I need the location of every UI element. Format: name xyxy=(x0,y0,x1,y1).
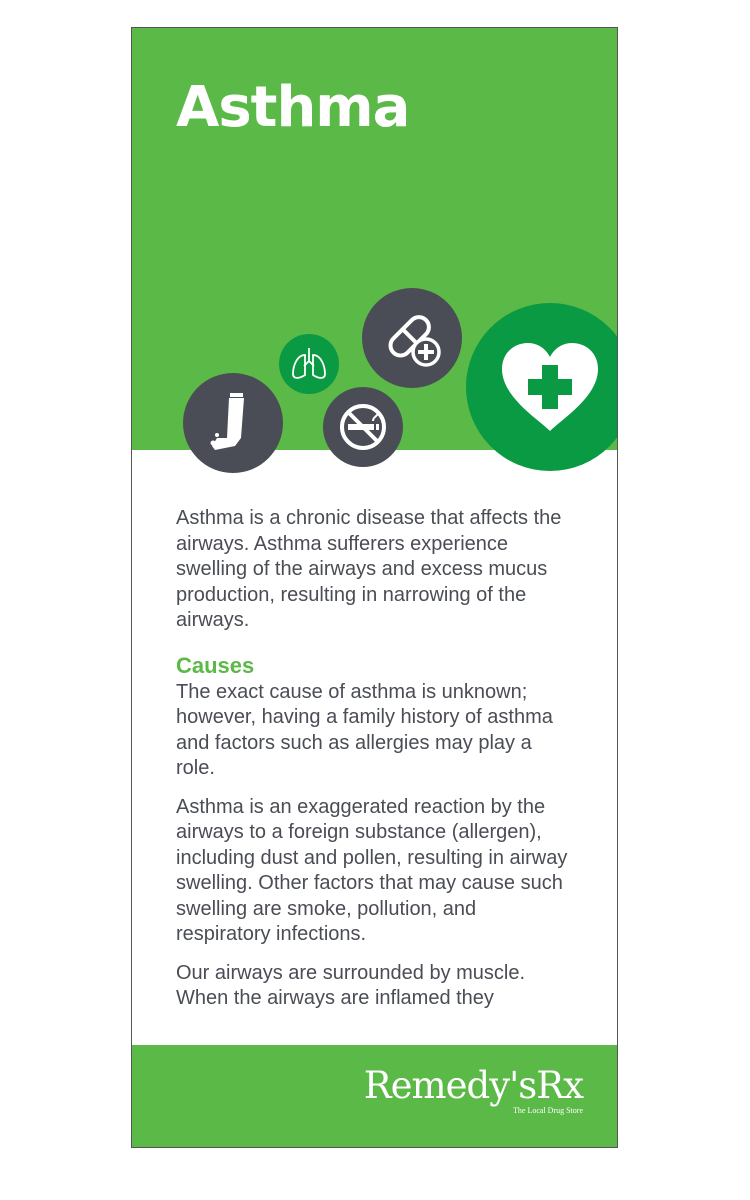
brochure-panel xyxy=(131,27,618,1148)
inhaler-icon xyxy=(183,373,283,473)
brand-name: Remedy'sRx xyxy=(363,1064,583,1107)
brand-tagline: The Local Drug Store xyxy=(513,1106,583,1115)
no-smoking-icon xyxy=(323,387,403,467)
causes-paragraph-2: Asthma is an exaggerated reaction by the airways to a foreign substance (allergen), including dust and pollen, resulting in airway swelling. Other factors that may cause such swelling are smoke, pollution, and respiratory infections. xyxy=(176,795,568,945)
causes-paragraph-3: Our airways are surrounded by muscle. When the airways are inflamed they xyxy=(176,961,526,1009)
lungs-icon xyxy=(279,334,339,394)
section-heading-causes: Causes xyxy=(176,652,255,678)
intro-paragraph: Asthma is a chronic disease that affects the airways. Asthma sufferers experience swelling of the airways and excess mucus production, resulting in narrowing of the airways. xyxy=(176,507,562,631)
footer-bar xyxy=(132,1045,617,1147)
brand-logo xyxy=(363,1064,583,1115)
article-body xyxy=(176,506,576,1025)
page-title: Asthma xyxy=(176,75,410,140)
pill-plus-icon xyxy=(362,288,462,388)
causes-paragraph-1: The exact cause of asthma is unknown; however, having a family history of asthma and factors such as allergies may play a role. xyxy=(176,680,553,779)
